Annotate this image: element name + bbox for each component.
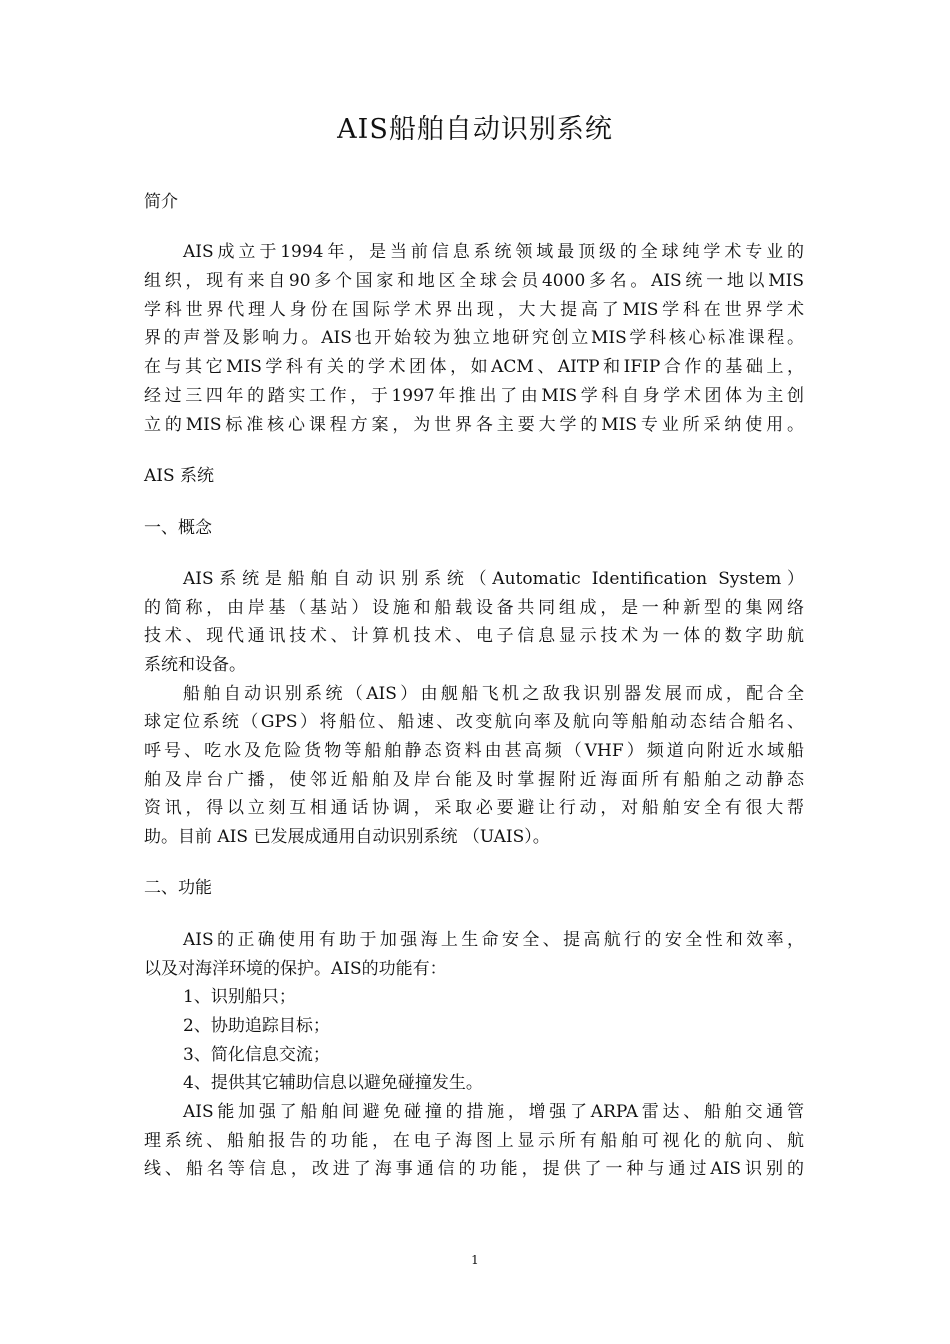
intro-line: 在与其它MIS学科有关的学术团体，如ACM、AITP和IFIP合作的基础上， bbox=[144, 357, 804, 377]
concept-line: AIS系统是船舶自动识别系统（Automatic Identification System） bbox=[183, 569, 804, 589]
intro-line: 界的声誉及影响力。AIS也开始较为独立地研究创立MIS学科核心标准课程。 bbox=[144, 328, 804, 348]
list-item: 2、协助追踪目标； bbox=[183, 1016, 330, 1036]
concept-line: 技术、现代通讯技术、计算机技术、电子信息显示技术为一体的数字助航 bbox=[144, 626, 804, 646]
concept-line: 呼号、吃水及危险货物等船舶静态资料由甚高频（VHF）频道向附近水域船 bbox=[144, 741, 804, 761]
concept-line: 助。目前 AIS 已发展成通用自动识别系统 （UAIS）。 bbox=[144, 827, 550, 847]
concept-line: 球定位系统（GPS）将船位、船速、改变航向率及航向等船舶动态结合船名、 bbox=[144, 712, 804, 732]
concept-line: 资讯，得以立刻互相通话协调，采取必要避让行动，对船舶安全有很大帮 bbox=[144, 798, 804, 818]
list-item: 4、提供其它辅助信息以避免碰撞发生。 bbox=[183, 1073, 483, 1093]
function-line: 以及对海洋环境的保护。AIS的功能有： bbox=[144, 959, 447, 979]
ais-system-heading: AIS 系统 bbox=[144, 466, 215, 486]
intro-line: AIS成立于1994年，是当前信息系统领域最顶级的全球纯学术专业的 bbox=[183, 242, 804, 262]
concept-heading: 一、概念 bbox=[144, 518, 212, 538]
page-number: 1 bbox=[471, 1253, 479, 1267]
list-item: 3、简化信息交流； bbox=[183, 1045, 330, 1065]
intro-line: 组织，现有来自90多个国家和地区全球会员4000多名。AIS统一地以MIS bbox=[144, 271, 804, 291]
list-item: 1、识别船只； bbox=[183, 987, 296, 1007]
function-line: 线、船名等信息，改进了海事通信的功能，提供了一种与通过AIS识别的 bbox=[144, 1159, 804, 1179]
concept-line: 船舶自动识别系统（AIS）由舰船飞机之敌我识别器发展而成，配合全 bbox=[183, 684, 804, 704]
concept-line: 舶及岸台广播，使邻近船舶及岸台能及时掌握附近海面所有船舶之动静态 bbox=[144, 770, 804, 790]
function-line: AIS能加强了船舶间避免碰撞的措施，增强了ARPA雷达、船舶交通管 bbox=[183, 1102, 804, 1122]
intro-line: 学科世界代理人身份在国际学术界出现，大大提高了MIS学科在世界学术 bbox=[144, 300, 804, 320]
intro-line: 经过三四年的踏实工作，于1997年推出了由MIS学科自身学术团体为主创 bbox=[144, 386, 804, 406]
function-line: 理系统、船舶报告的功能，在电子海图上显示所有船舶可视化的航向、航 bbox=[144, 1131, 804, 1151]
document-title: AIS船舶自动识别系统 bbox=[337, 114, 613, 145]
concept-line: 系统和设备。 bbox=[144, 655, 246, 675]
intro-heading: 简介 bbox=[144, 192, 178, 212]
function-heading: 二、功能 bbox=[144, 878, 212, 898]
intro-line: 立的MIS标准核心课程方案，为世界各主要大学的MIS专业所采纳使用。 bbox=[144, 415, 804, 435]
function-line: AIS的正确使用有助于加强海上生命安全、提高航行的安全性和效率， bbox=[183, 930, 804, 950]
concept-line: 的简称，由岸基（基站）设施和船载设备共同组成，是一种新型的集网络 bbox=[144, 598, 804, 618]
